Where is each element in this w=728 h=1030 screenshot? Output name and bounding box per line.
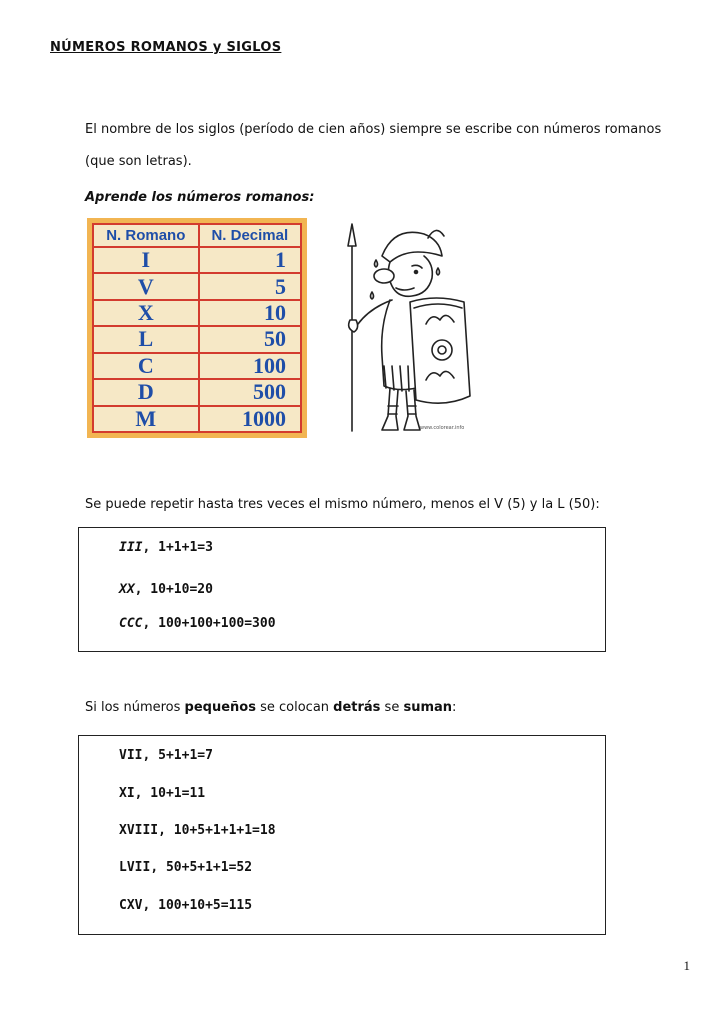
example-line: VII, 5+1+1=7 [119, 748, 213, 763]
decimal-cell: 10 [199, 300, 301, 326]
decimal-cell: 1000 [199, 406, 301, 432]
example-line: XX, 10+10=20 [119, 582, 213, 597]
table-row [93, 379, 301, 405]
roman-cell: D [93, 379, 199, 405]
learn-heading: Aprende los números romanos: [85, 190, 315, 205]
table-row [93, 406, 301, 432]
example-line: III, 1+1+1=3 [119, 540, 213, 555]
roman-cell: X [93, 300, 199, 326]
example-line: CCC, 100+100+100=300 [119, 616, 276, 631]
table-row [93, 300, 301, 326]
decimal-cell: 5 [199, 273, 301, 299]
roman-numeral-table [87, 218, 307, 438]
table-row [93, 326, 301, 352]
examples-sum-box [78, 735, 606, 935]
table-row [93, 273, 301, 299]
example-line: CXV, 100+10+5=115 [119, 898, 253, 913]
table-header-roman: N. Romano [93, 224, 199, 247]
roman-cell: I [93, 247, 199, 273]
roman-cell: C [93, 353, 199, 379]
example-line: LVII, 50+5+1+1=52 [119, 860, 253, 875]
roman-soldier-illustration [332, 216, 482, 441]
roman-cell: M [93, 406, 199, 432]
table-row [93, 353, 301, 379]
roman-cell: V [93, 273, 199, 299]
decimal-cell: 1 [199, 247, 301, 273]
rule-sum: Si los números pequeños se colocan detrás se suman: [85, 700, 457, 715]
table-header-decimal: N. Decimal [199, 224, 301, 247]
decimal-cell: 50 [199, 326, 301, 352]
example-line: XVIII, 10+5+1+1+1=18 [119, 823, 276, 838]
decimal-cell: 500 [199, 379, 301, 405]
roman-cell: L [93, 326, 199, 352]
page-number: 1 [683, 958, 690, 973]
intro-line-2: (que son letras). [85, 154, 192, 169]
table-row [93, 247, 301, 273]
page-title: NÚMEROS ROMANOS y SIGLOS [50, 40, 282, 55]
decimal-cell: 100 [199, 353, 301, 379]
examples-repeat-box [78, 527, 606, 652]
example-line: XI, 10+1=11 [119, 786, 206, 801]
rule-repeat: Se puede repetir hasta tres veces el mismo número, menos el V (5) y la L (50): [85, 497, 600, 512]
illustration-credit: www.colorear.info [420, 425, 465, 431]
intro-line-1: El nombre de los siglos (período de cien años) siempre se escribe con números romanos [85, 122, 662, 137]
